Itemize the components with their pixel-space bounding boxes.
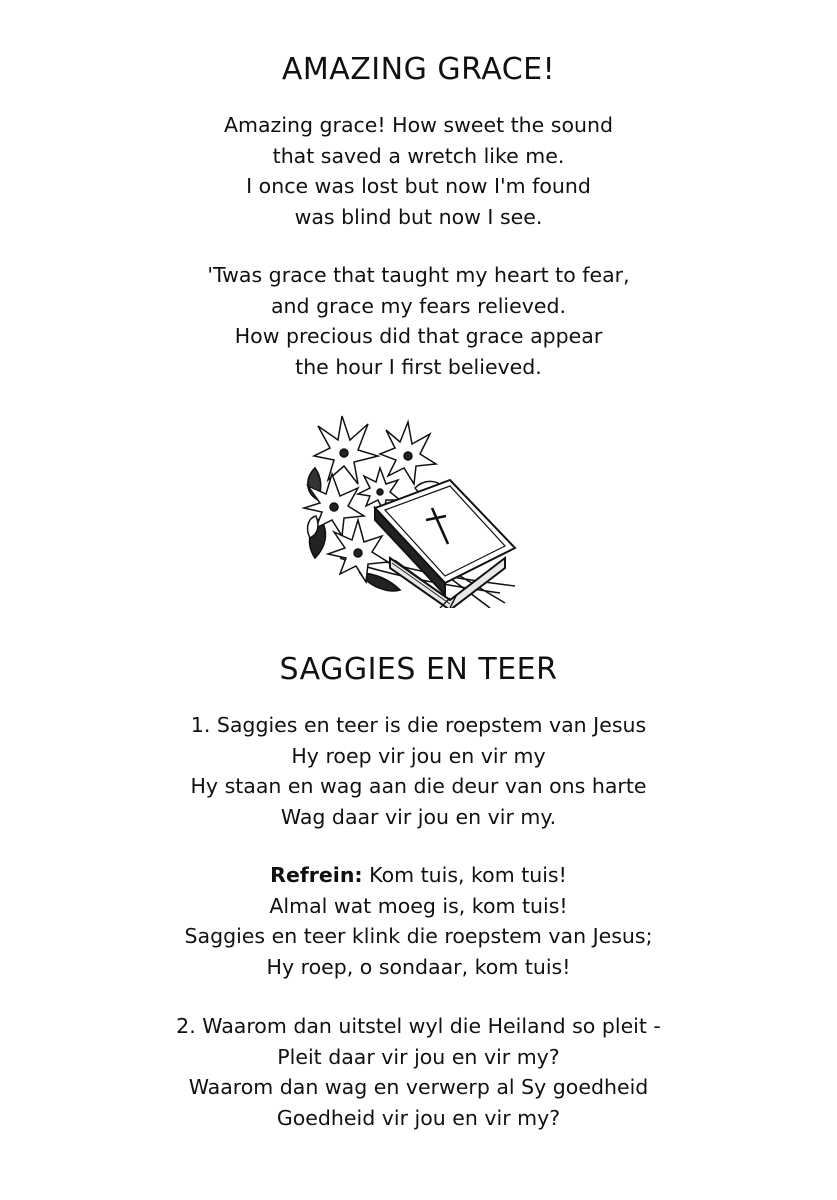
lyric-line: Hy roep vir jou en vir my (291, 743, 546, 768)
lyric-line: I once was lost but now I'm found (246, 174, 591, 198)
lyric-line: 'Twas grace that taught my heart to fear, (207, 263, 630, 287)
lyric-line: was blind but now I see. (294, 204, 543, 229)
lyric-line: the hour I first believed. (295, 354, 542, 379)
lyric-line: Almal wat moeg is, kom tuis! (269, 893, 568, 918)
lyric-line: How precious did that grace appear (234, 324, 603, 348)
lyric-line: 1. Saggies en teer is die roepstem van Jesus (190, 713, 647, 737)
lyric-line: Hy staan en wag aan die deur van ons harte (190, 774, 647, 798)
hymn-title-saggies-en-teer: SAGGIES EN TEER (279, 652, 558, 687)
lyric-line: and grace my fears relieved. (271, 293, 566, 318)
lyric-line: Hy roep, o sondaar, kom tuis! (266, 954, 571, 979)
lyric-line: Saggies en teer klink die roepstem van Jesus; (184, 924, 653, 948)
lyric-line: that saved a wretch like me. (272, 143, 565, 168)
lyric-line: Waarom dan wag en verwerp al Sy goedheid (188, 1075, 649, 1099)
hymn-title-amazing-grace: AMAZING GRACE! (281, 52, 556, 87)
lyric-line: Amazing grace! How sweet the sound (224, 113, 613, 137)
refrain-first-line (0, 860, 837, 891)
saggies-refrain (0, 860, 837, 982)
amazing-grace-stanza-2 (0, 260, 837, 382)
lyric-line: Wag daar vir jou en vir my. (280, 804, 557, 829)
bible-with-lilies-icon (300, 408, 540, 608)
amazing-grace-stanza-1 (0, 110, 837, 232)
refrain-first-line-text: Kom tuis, kom tuis! (362, 863, 567, 887)
refrain-label: Refrein: (270, 863, 363, 887)
lyric-line: Goedheid vir jou en vir my? (276, 1105, 561, 1130)
lyric-line: Pleit daar vir jou en vir my? (277, 1044, 560, 1069)
saggies-verse-2 (0, 1011, 837, 1133)
lyric-line: 2. Waarom dan uitstel wyl die Heiland so pleit - (176, 1014, 661, 1038)
saggies-verse-1 (0, 710, 837, 832)
